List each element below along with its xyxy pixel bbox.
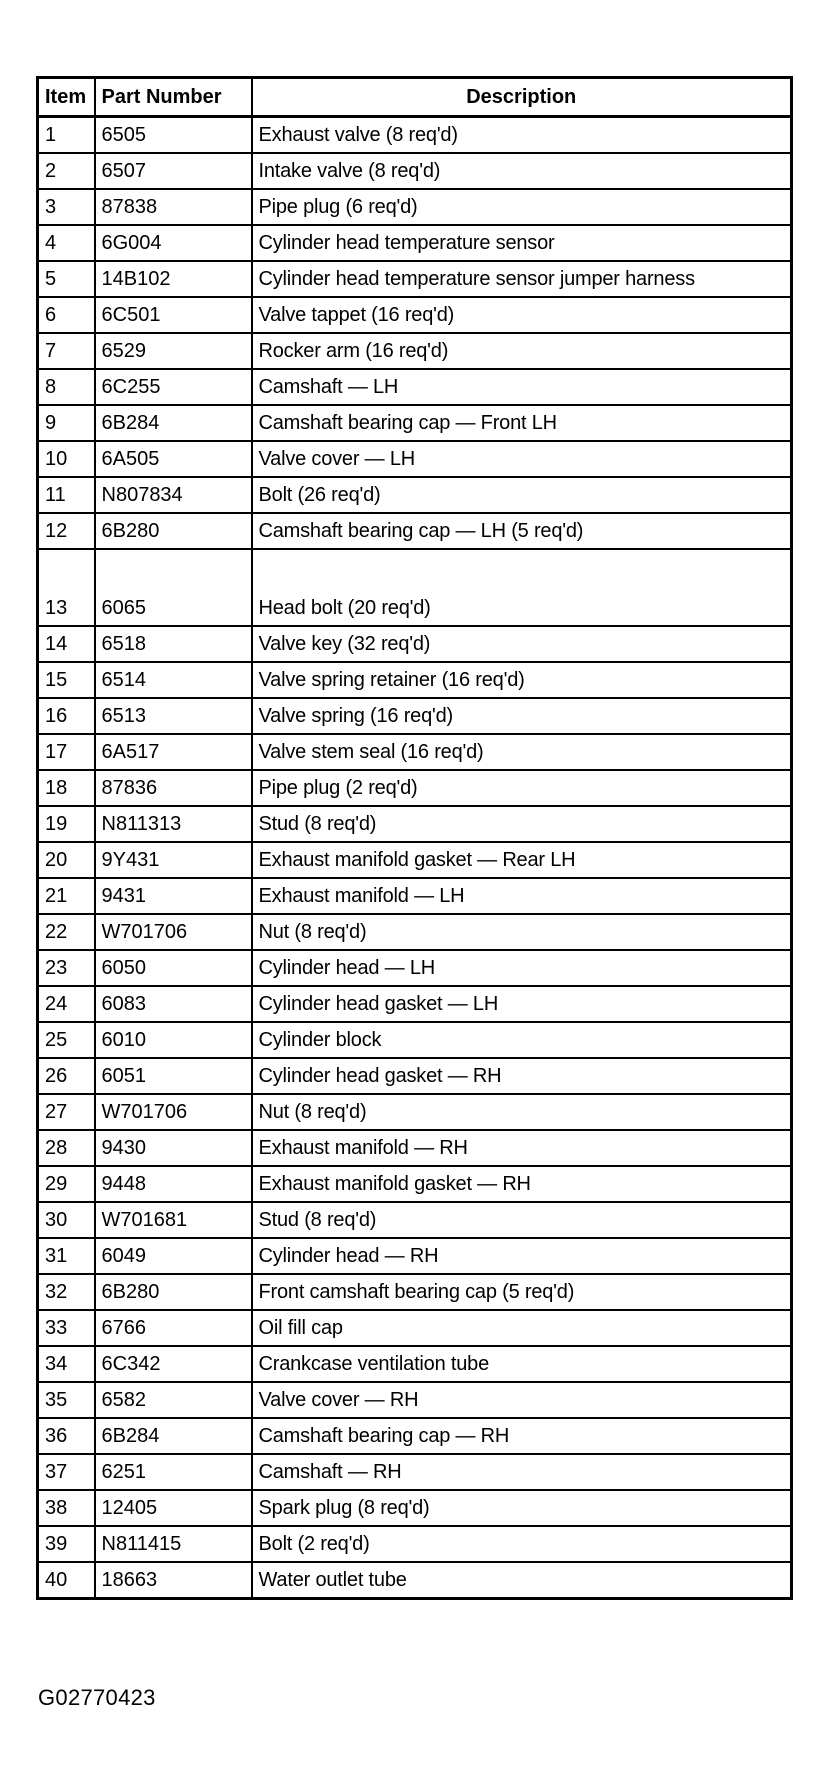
header-part-number: Part Number [95,78,252,117]
item-cell: 24 [38,986,95,1022]
table-row [38,626,792,662]
item-cell: 39 [38,1526,95,1562]
table-row [38,950,792,986]
table-row [38,297,792,333]
description-cell: Valve stem seal (16 req'd) [252,734,792,770]
table-row [38,1310,792,1346]
table-row [38,189,792,225]
description-cell: Bolt (2 req'd) [252,1526,792,1562]
table-row [38,914,792,950]
description-cell: Camshaft bearing cap — RH [252,1418,792,1454]
table-row [38,1382,792,1418]
item-cell: 25 [38,1022,95,1058]
item-cell: 37 [38,1454,95,1490]
part-number-cell: 6B284 [95,405,252,441]
item-cell: 33 [38,1310,95,1346]
item-cell: 32 [38,1274,95,1310]
part-number-cell: 6514 [95,662,252,698]
description-cell: Valve key (32 req'd) [252,626,792,662]
item-cell: 40 [38,1562,95,1599]
item-cell: 30 [38,1202,95,1238]
description-cell: Exhaust manifold gasket — Rear LH [252,842,792,878]
description-cell: Stud (8 req'd) [252,806,792,842]
part-number-cell: 6G004 [95,225,252,261]
item-cell: 9 [38,405,95,441]
part-number-cell: 6A517 [95,734,252,770]
part-number-cell: 6049 [95,1238,252,1274]
item-cell: 6 [38,297,95,333]
item-cell: 38 [38,1490,95,1526]
part-number-cell: W701706 [95,1094,252,1130]
part-number-cell: 9Y431 [95,842,252,878]
table-row [38,698,792,734]
table-row [38,1238,792,1274]
item-cell: 2 [38,153,95,189]
part-number-cell: 9448 [95,1166,252,1202]
description-cell: Valve cover — LH [252,441,792,477]
description-cell: Head bolt (20 req'd) [252,549,792,626]
item-cell: 12 [38,513,95,549]
item-cell: 5 [38,261,95,297]
table-row [38,549,792,626]
table-row [38,1274,792,1310]
part-number-cell: N811313 [95,806,252,842]
part-number-cell: 87836 [95,770,252,806]
part-number-cell: 6B280 [95,513,252,549]
item-cell: 20 [38,842,95,878]
part-number-cell: W701706 [95,914,252,950]
item-cell: 36 [38,1418,95,1454]
part-number-cell: 6507 [95,153,252,189]
item-cell: 3 [38,189,95,225]
table-header [38,78,792,117]
description-cell: Valve spring (16 req'd) [252,698,792,734]
table-row [38,225,792,261]
item-cell: 26 [38,1058,95,1094]
part-number-cell: 6766 [95,1310,252,1346]
table-row [38,369,792,405]
description-cell: Camshaft — LH [252,369,792,405]
description-cell: Exhaust manifold — LH [252,878,792,914]
item-cell: 31 [38,1238,95,1274]
description-cell: Oil fill cap [252,1310,792,1346]
item-cell: 17 [38,734,95,770]
part-number-cell: 6050 [95,950,252,986]
item-cell: 11 [38,477,95,513]
part-number-cell: 6C342 [95,1346,252,1382]
part-number-cell: 6513 [95,698,252,734]
description-cell: Cylinder head temperature sensor [252,225,792,261]
table-row [38,153,792,189]
table-row [38,513,792,549]
parts-table [36,76,793,1600]
description-cell: Camshaft bearing cap — LH (5 req'd) [252,513,792,549]
description-cell: Exhaust manifold — RH [252,1130,792,1166]
table-row [38,770,792,806]
table-row [38,878,792,914]
part-number-cell: 6B280 [95,1274,252,1310]
item-cell: 13 [38,549,95,626]
part-number-cell: 6518 [95,626,252,662]
description-cell: Cylinder head gasket — RH [252,1058,792,1094]
part-number-cell: 6582 [95,1382,252,1418]
part-number-cell: 6505 [95,117,252,154]
part-number-cell: N811415 [95,1526,252,1562]
part-number-cell: 14B102 [95,261,252,297]
description-cell: Stud (8 req'd) [252,1202,792,1238]
table-row [38,1490,792,1526]
description-cell: Cylinder head gasket — LH [252,986,792,1022]
item-cell: 1 [38,117,95,154]
table-row [38,1526,792,1562]
item-cell: 21 [38,878,95,914]
item-cell: 23 [38,950,95,986]
item-cell: 16 [38,698,95,734]
header-row [38,78,792,117]
item-cell: 35 [38,1382,95,1418]
description-cell: Cylinder block [252,1022,792,1058]
part-number-cell: W701681 [95,1202,252,1238]
item-cell: 34 [38,1346,95,1382]
table-row [38,477,792,513]
description-cell: Exhaust manifold gasket — RH [252,1166,792,1202]
description-cell: Exhaust valve (8 req'd) [252,117,792,154]
table-row [38,986,792,1022]
description-cell: Water outlet tube [252,1562,792,1599]
table-body [38,117,792,1599]
item-cell: 7 [38,333,95,369]
description-cell: Rocker arm (16 req'd) [252,333,792,369]
item-cell: 4 [38,225,95,261]
description-cell: Intake valve (8 req'd) [252,153,792,189]
figure-id: G02770423 [38,1685,156,1710]
description-cell: Camshaft — RH [252,1454,792,1490]
part-number-cell: 6C255 [95,369,252,405]
part-number-cell: 6A505 [95,441,252,477]
table-row [38,333,792,369]
description-cell: Crankcase ventilation tube [252,1346,792,1382]
description-cell: Cylinder head — LH [252,950,792,986]
table-row [38,1202,792,1238]
description-cell: Valve cover — RH [252,1382,792,1418]
table-row [38,1130,792,1166]
table-row [38,806,792,842]
description-cell: Valve spring retainer (16 req'd) [252,662,792,698]
table-row [38,1346,792,1382]
part-number-cell: 6B284 [95,1418,252,1454]
description-cell: Pipe plug (2 req'd) [252,770,792,806]
table-row [38,1166,792,1202]
item-cell: 15 [38,662,95,698]
table-row [38,662,792,698]
part-number-cell: 18663 [95,1562,252,1599]
table-row [38,261,792,297]
item-cell: 28 [38,1130,95,1166]
table-row [38,1094,792,1130]
description-cell: Front camshaft bearing cap (5 req'd) [252,1274,792,1310]
table-row [38,1562,792,1599]
part-number-cell: 6251 [95,1454,252,1490]
item-cell: 22 [38,914,95,950]
description-cell: Cylinder head — RH [252,1238,792,1274]
table-row [38,405,792,441]
table-row [38,117,792,154]
description-cell: Nut (8 req'd) [252,914,792,950]
table-row [38,1418,792,1454]
table-row [38,441,792,477]
header-description: Description [252,78,792,117]
description-cell: Nut (8 req'd) [252,1094,792,1130]
part-number-cell: N807834 [95,477,252,513]
description-cell: Bolt (26 req'd) [252,477,792,513]
item-cell: 18 [38,770,95,806]
part-number-cell: 9430 [95,1130,252,1166]
table-row [38,1022,792,1058]
table-row [38,1058,792,1094]
item-cell: 27 [38,1094,95,1130]
table-row [38,842,792,878]
table-row [38,1454,792,1490]
description-cell: Camshaft bearing cap — Front LH [252,405,792,441]
description-cell: Spark plug (8 req'd) [252,1490,792,1526]
item-cell: 19 [38,806,95,842]
description-cell: Cylinder head temperature sensor jumper harness [252,261,792,297]
item-cell: 10 [38,441,95,477]
item-cell: 8 [38,369,95,405]
part-number-cell: 6065 [95,549,252,626]
description-cell: Pipe plug (6 req'd) [252,189,792,225]
part-number-cell: 6010 [95,1022,252,1058]
header-item: Item [38,78,95,117]
part-number-cell: 6C501 [95,297,252,333]
item-cell: 29 [38,1166,95,1202]
item-cell: 14 [38,626,95,662]
table-row [38,734,792,770]
part-number-cell: 6051 [95,1058,252,1094]
part-number-cell: 6529 [95,333,252,369]
part-number-cell: 12405 [95,1490,252,1526]
part-number-cell: 87838 [95,189,252,225]
part-number-cell: 9431 [95,878,252,914]
part-number-cell: 6083 [95,986,252,1022]
description-cell: Valve tappet (16 req'd) [252,297,792,333]
